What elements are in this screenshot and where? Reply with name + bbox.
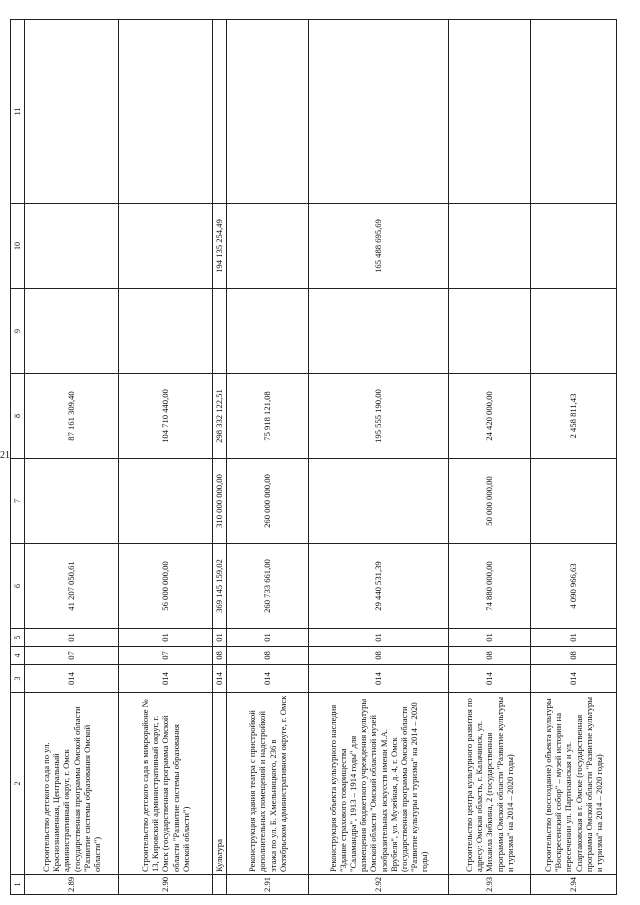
section-title: Культура [213,693,227,875]
row-number: 2.91 [227,875,309,895]
cell-col6: 369 145 159,02 [213,544,227,629]
cell-col8: 298 332 122,51 [213,374,227,459]
row-number: 2.93 [449,875,531,895]
cell-col5: 01 [227,629,309,647]
cell-col10 [227,204,309,289]
row-description: Строительство (воссоздание) объекта культуры "Воскресенский собор" – музей истории на пересечении ул. Партизанская и ул. Спартаковская в г. Омске (государственная программа Омской области "Развитие культуры и туризма" на 2014 – 2020 годы) [531,693,617,875]
budget-table [10,19,617,895]
cell-col11 [227,20,309,204]
cell-col10 [531,204,617,289]
cell-col3: 014 [119,665,213,693]
row-description: Реконструкция объекта культурного наследия "Здание страхового товарищества "Саламандра", 1913 – 1914 годы" для размещения бюджетного учреждения культуры Омской области "Омский областной музей изобразительных искусств имени М.А. Врубеля", ул. Музейная, д. 4, г. Омск (государственная программа Омской области "Развитие культуры и туризма" на 2014 – 2020 годы) [309,693,449,875]
cell-col5: 01 [449,629,531,647]
cell-col6: 74 880 000,00 [449,544,531,629]
cell-col11 [449,20,531,204]
cell-col3: 014 [449,665,531,693]
cell-col9 [213,289,227,374]
cell-col4: 08 [227,647,309,665]
cell-col8: 87 161 309,40 [25,374,119,459]
col-header: 2 [11,693,25,875]
cell-col5: 01 [531,629,617,647]
table-row [119,20,213,895]
row-number [213,875,227,895]
table-row [309,20,449,895]
cell-col8: 195 555 190,00 [309,374,449,459]
cell-col5: 01 [309,629,449,647]
col-header: 4 [11,647,25,665]
col-header: 5 [11,629,25,647]
cell-col4: 08 [309,647,449,665]
row-number: 2.90 [119,875,213,895]
row-number: 2.89 [25,875,119,895]
table-row [25,20,119,895]
cell-col7 [309,459,449,544]
cell-col10: 194 135 254,49 [213,204,227,289]
row-number: 2.92 [309,875,449,895]
col-header: 10 [11,204,25,289]
cell-col11 [531,20,617,204]
cell-col7 [531,459,617,544]
cell-col6: 260 733 661,00 [227,544,309,629]
col-header: 7 [11,459,25,544]
col-header: 3 [11,665,25,693]
cell-col8: 24 420 000,00 [449,374,531,459]
cell-col4: 07 [25,647,119,665]
cell-col4: 08 [531,647,617,665]
col-header: 11 [11,20,25,204]
cell-col3: 014 [227,665,309,693]
cell-col3: 014 [309,665,449,693]
cell-col10 [449,204,531,289]
cell-col10 [25,204,119,289]
row-description: Строительство центра культурного развития по адресу: Омская область, г. Калачинск, ул. Михаила Зибкина, 2 (государственная программа Омской области "Развитие культуры и туризма" на 2014 – 2020 годы) [449,693,531,875]
cell-col9 [531,289,617,374]
cell-col9 [449,289,531,374]
cell-col9 [309,289,449,374]
cell-col6: 4 090 966,63 [531,544,617,629]
cell-col7: 310 000 000,00 [213,459,227,544]
row-description: Строительство детского сада по ул. Краснознаменная, Центральный административный округ, г. Омск (государственная программа Омской области "Развитие системы образования Омской области") [25,693,119,875]
cell-col11 [213,20,227,204]
cell-col8: 75 918 121,08 [227,374,309,459]
cell-col6: 29 440 531,39 [309,544,449,629]
table-row [531,20,617,895]
cell-col5: 01 [25,629,119,647]
cell-col7: 260 000 000,00 [227,459,309,544]
cell-col4: 08 [449,647,531,665]
col-header: 9 [11,289,25,374]
cell-col10: 165 488 695,69 [309,204,449,289]
cell-col6: 41 207 050,61 [25,544,119,629]
cell-col10 [119,204,213,289]
cell-col11 [25,20,119,204]
page-number: 21 [0,450,10,461]
rotated-table-wrapper [10,20,625,895]
cell-col5: 01 [119,629,213,647]
table-row [449,20,531,895]
cell-col4: 08 [213,647,227,665]
row-description: Реконструкция здания театра с пристройкой дополнительных помещений и надстройкой этажа по ул. Б. Хмельницкого, 236 в Октябрьском административном округе, г. Омск [227,693,309,875]
cell-col6: 56 000 000,00 [119,544,213,629]
table-row [227,20,309,895]
col-header: 8 [11,374,25,459]
cell-col9 [119,289,213,374]
col-header: 6 [11,544,25,629]
cell-col3: 014 [213,665,227,693]
cell-col4: 07 [119,647,213,665]
cell-col8: 2 458 811,43 [531,374,617,459]
cell-col9 [227,289,309,374]
cell-col3: 014 [531,665,617,693]
col-header: 1 [11,875,25,895]
cell-col7 [119,459,213,544]
row-number: 2.94 [531,875,617,895]
cell-col9 [25,289,119,374]
header-row [11,20,25,895]
row-description: Строительство детского сада в микрорайоне № 13, Кировский административный округ, г. Омск (государственная программа Омской области "Развитие системы образования Омской области") [119,693,213,875]
cell-col5: 01 [213,629,227,647]
section-row-culture [213,20,227,895]
cell-col7 [25,459,119,544]
cell-col8: 104 710 440,00 [119,374,213,459]
cell-col11 [309,20,449,204]
cell-col3: 014 [25,665,119,693]
cell-col11 [119,20,213,204]
cell-col7: 50 000 000,00 [449,459,531,544]
